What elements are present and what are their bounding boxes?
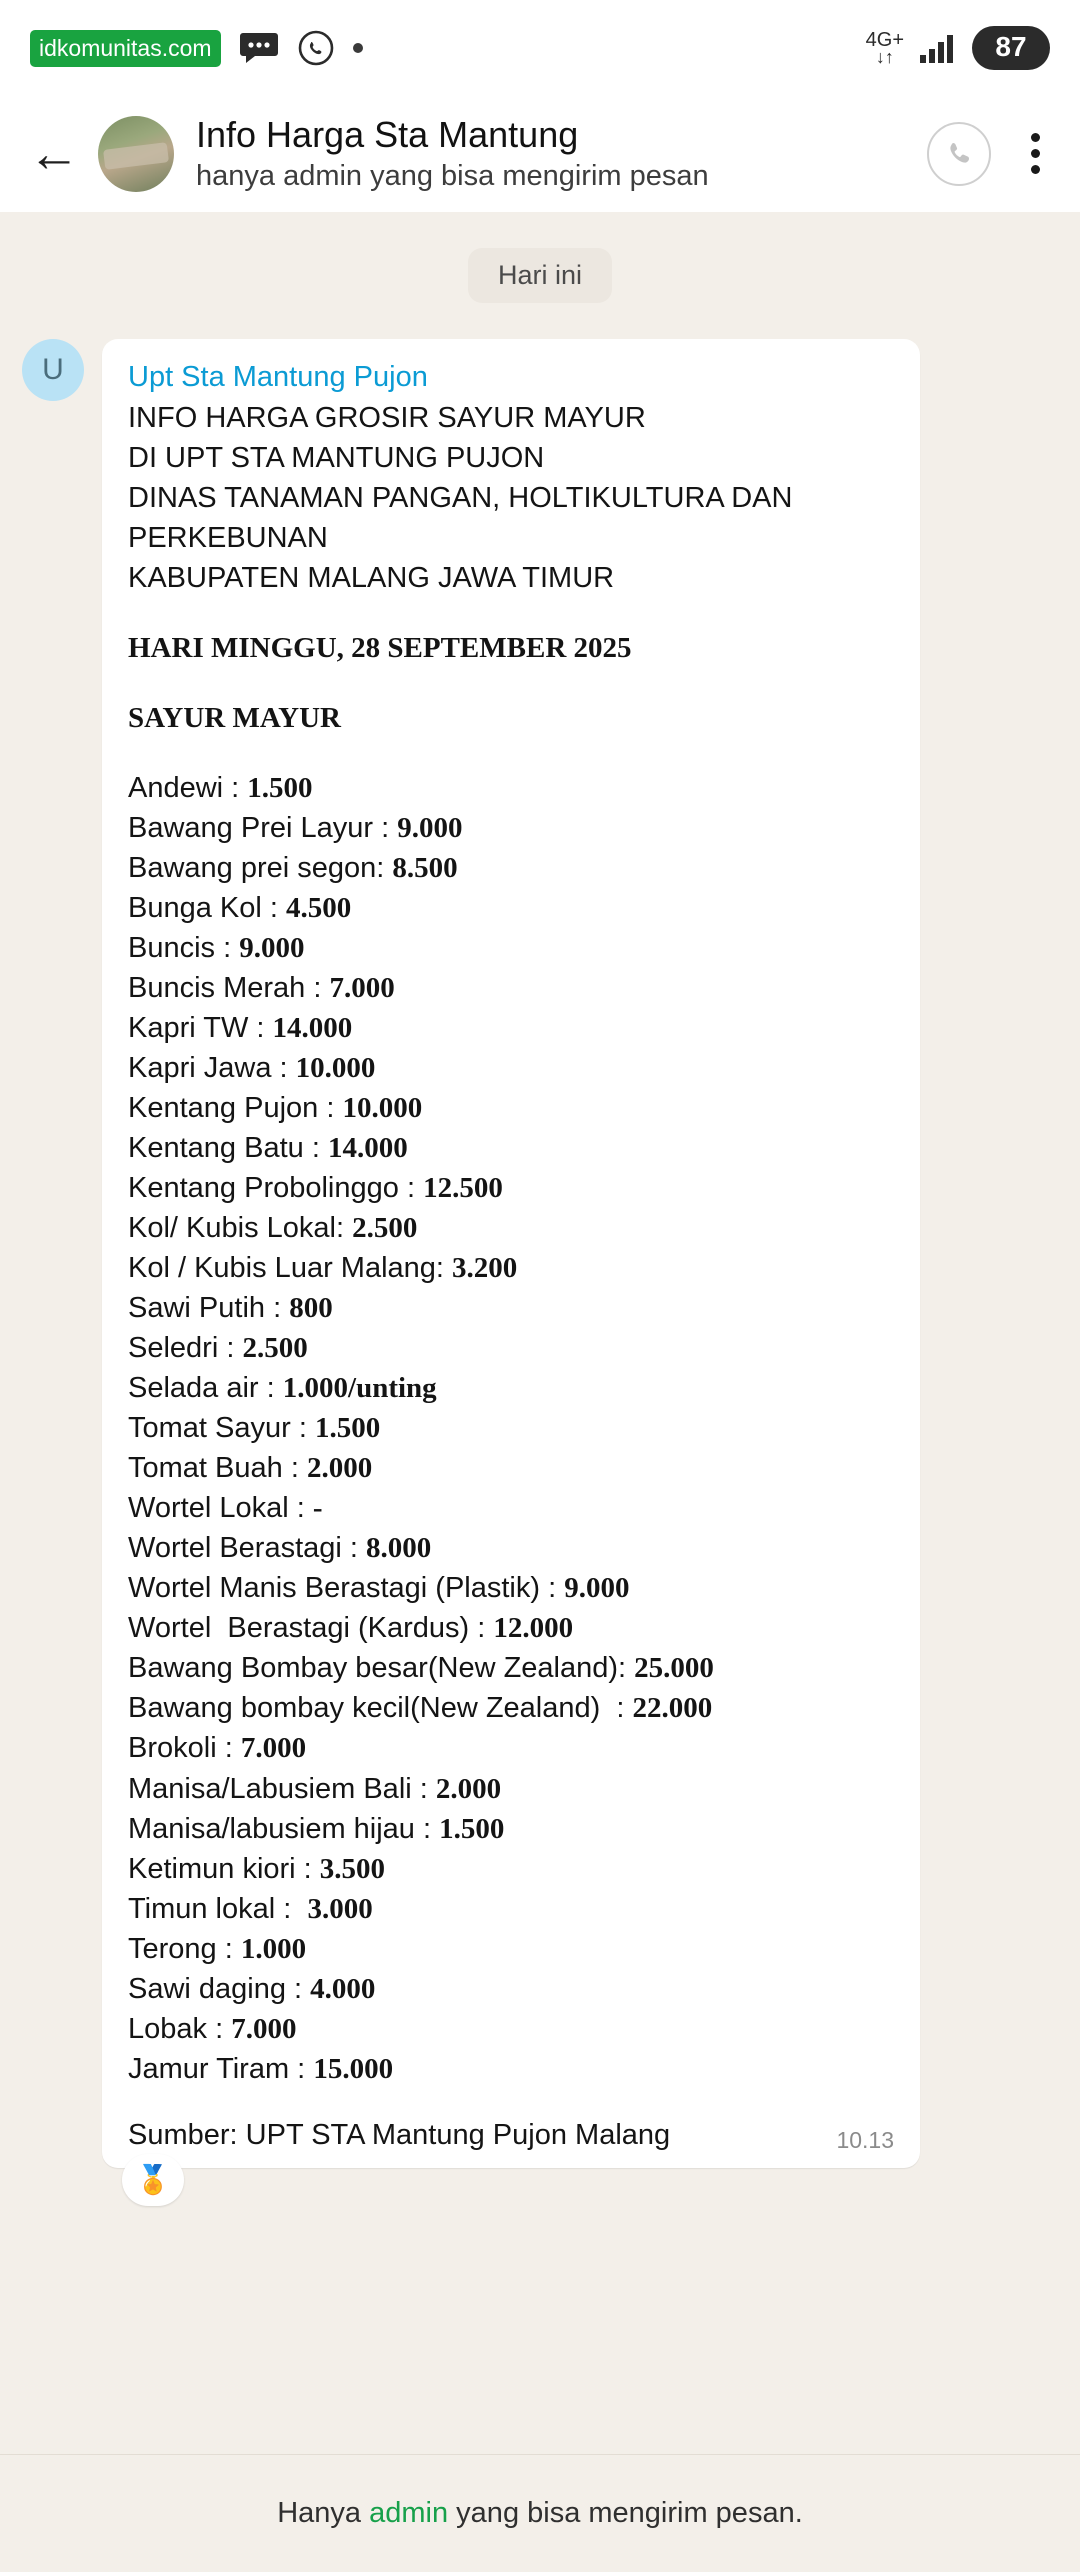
price-value: 800	[289, 1292, 333, 1325]
price-line	[128, 1769, 894, 1809]
price-label: Kol/ Kubis Lokal:	[128, 1212, 353, 1245]
price-value: 14.000	[327, 1132, 408, 1165]
price-value: 2.000	[306, 1452, 373, 1485]
price-label: Bunga Kol :	[128, 892, 286, 925]
message-bubble[interactable]	[102, 339, 920, 2168]
price-label: Wortel Berastagi (Kardus) :	[128, 1612, 494, 1645]
price-value: 22.000	[632, 1692, 713, 1725]
price-value: 8.000	[366, 1532, 432, 1565]
price-line	[128, 1448, 894, 1488]
price-value: 12.500	[423, 1172, 503, 1205]
footer-accent: admin	[369, 2497, 449, 2529]
price-line	[128, 1008, 894, 1048]
footer-suffix: yang bisa mengirim pesan.	[448, 2497, 803, 2529]
price-label: Andewi :	[128, 772, 248, 805]
price-label: Tomat Sayur :	[128, 1412, 315, 1445]
message-source: Sumber: UPT STA Mantung Pujon Malang	[128, 2118, 671, 2151]
message-header-line: INFO HARGA GROSIR SAYUR MAYUR	[128, 402, 646, 434]
price-value: 9.000	[239, 932, 305, 965]
overflow-menu-icon[interactable]	[1017, 133, 1054, 174]
price-line	[128, 2049, 894, 2089]
price-value: 1.000	[240, 1932, 307, 1965]
price-line	[128, 1488, 894, 1528]
price-value: 3.200	[452, 1252, 518, 1285]
price-line	[128, 1568, 894, 1608]
price-label: Brokoli :	[128, 1732, 241, 1765]
price-label: Wortel Lokal :	[128, 1492, 313, 1525]
spacer	[128, 668, 894, 698]
price-line	[128, 1088, 894, 1128]
price-label: Kol / Kubis Luar Malang:	[128, 1252, 453, 1285]
message-text	[128, 398, 894, 2089]
price-value: 3.000	[307, 1892, 373, 1925]
chat-subtitle: hanya admin yang bisa mengirim pesan	[196, 160, 709, 193]
price-value: 1.500	[439, 1812, 505, 1845]
price-line	[128, 1288, 894, 1328]
price-line	[128, 1168, 894, 1208]
spacer	[128, 598, 894, 628]
network-type-indicator	[866, 30, 904, 66]
price-value: 2.000	[435, 1772, 502, 1805]
price-value: 7.000	[240, 1732, 307, 1765]
price-value: 1.000/unting	[282, 1372, 437, 1405]
day-divider: Hari ini	[468, 248, 612, 303]
price-value: 7.000	[329, 972, 395, 1005]
price-label: Selada air :	[128, 1372, 283, 1405]
app-bar-actions	[927, 122, 1054, 186]
price-value: 10.000	[295, 1052, 376, 1085]
price-line	[128, 1889, 894, 1929]
price-label: Kentang Batu :	[128, 1132, 328, 1165]
status-bar-right	[866, 26, 1050, 70]
price-label: Manisa/labusiem hijau :	[128, 1812, 440, 1845]
price-value: 1.500	[247, 772, 313, 805]
price-value: 12.000	[493, 1612, 574, 1645]
sender-name: Upt Sta Mantung Pujon	[128, 361, 428, 393]
price-label: Ketimun kiori :	[128, 1852, 320, 1885]
price-line	[128, 1048, 894, 1088]
price-line	[128, 1648, 894, 1688]
price-line	[128, 928, 894, 968]
price-value: 2.500	[352, 1212, 418, 1245]
price-label: Kapri Jawa :	[128, 1052, 296, 1085]
price-value: 8.500	[392, 852, 458, 885]
day-divider-wrap	[22, 248, 1058, 303]
price-label: Terong :	[128, 1932, 241, 1965]
price-value: 9.000	[564, 1572, 630, 1605]
composer-disabled-notice	[0, 2454, 1080, 2572]
price-label: Seledri :	[128, 1332, 243, 1365]
price-line	[128, 768, 894, 808]
message-row	[22, 339, 1058, 2168]
whatsapp-icon	[297, 29, 335, 67]
signal-bars-icon	[918, 31, 958, 65]
avatar[interactable]	[98, 116, 174, 192]
message-date-line: HARI MINGGU, 28 SEPTEMBER 2025	[128, 632, 632, 665]
price-line	[128, 1969, 894, 2009]
price-label: Manisa/Labusiem Bali :	[128, 1772, 436, 1805]
price-line	[128, 1328, 894, 1368]
price-label: Buncis Merah :	[128, 972, 330, 1005]
message-timestamp: 10.13	[836, 2126, 894, 2153]
price-line	[128, 1128, 894, 1168]
price-value: 9.000	[397, 812, 463, 845]
status-bar-left	[30, 29, 363, 67]
price-line	[128, 1929, 894, 1969]
message-header-line: DINAS TANAMAN PANGAN, HOLTIKULTURA DAN PERKEBUNAN	[128, 482, 801, 555]
price-line	[128, 1688, 894, 1728]
price-line	[128, 1248, 894, 1288]
price-label: Wortel Berastagi :	[128, 1532, 367, 1565]
message-header-line: DI UPT STA MANTUNG PUJON	[128, 442, 545, 475]
price-value: 2.500	[242, 1332, 308, 1365]
price-line	[128, 2009, 894, 2049]
app-bar	[0, 96, 1080, 212]
price-label: Sawi daging :	[128, 1972, 311, 2005]
spacer	[128, 738, 894, 768]
price-line	[128, 1608, 894, 1648]
network-type-label: 4G+	[865, 29, 904, 51]
sender-avatar[interactable]: U	[22, 339, 84, 401]
price-line	[128, 1849, 894, 1889]
price-value: 14.000	[272, 1012, 353, 1045]
price-value: 3.500	[319, 1852, 386, 1885]
price-label: Kentang Probolinggo :	[128, 1172, 424, 1205]
price-label: Bawang Bombay besar(New Zealand):	[128, 1652, 635, 1685]
chat-bubble-icon	[239, 31, 279, 65]
price-label: Bawang prei segon:	[128, 852, 393, 885]
back-arrow-icon[interactable]: ←	[28, 124, 80, 183]
price-label: Bawang bombay kecil(New Zealand) :	[128, 1692, 633, 1725]
price-line	[128, 888, 894, 928]
price-line	[128, 1728, 894, 1768]
price-value: 25.000	[634, 1652, 714, 1685]
price-value: 7.000	[231, 2012, 297, 2045]
price-line	[128, 1408, 894, 1448]
site-watermark-badge: idkomunitas.com	[30, 30, 221, 67]
price-label: Kapri TW :	[128, 1012, 273, 1045]
price-line	[128, 968, 894, 1008]
message-section-title: SAYUR MAYUR	[128, 702, 341, 735]
price-label: Tomat Buah :	[128, 1452, 307, 1485]
price-value: 4.500	[286, 892, 352, 925]
price-value: -	[312, 1492, 323, 1525]
price-line	[128, 1208, 894, 1248]
dot-icon	[353, 43, 363, 53]
footer-prefix: Hanya	[277, 2497, 370, 2529]
footer-text	[277, 2497, 803, 2530]
data-arrows-icon: ↓↑	[875, 47, 894, 67]
price-value: 15.000	[313, 2052, 394, 2085]
price-label: Sawi Putih :	[128, 1292, 290, 1325]
page-title: Info Harga Sta Mantung	[196, 113, 579, 155]
price-label: Bawang Prei Layur :	[128, 812, 398, 845]
message-header-line: KABUPATEN MALANG JAWA TIMUR	[128, 562, 615, 595]
price-line	[128, 808, 894, 848]
price-value: 4.000	[310, 1972, 376, 2005]
battery-indicator: 87	[972, 26, 1050, 70]
price-line	[128, 1368, 894, 1408]
price-line	[128, 1528, 894, 1568]
price-value: 10.000	[342, 1092, 423, 1125]
price-label: Lobak :	[128, 2012, 232, 2045]
status-bar	[0, 0, 1080, 96]
price-label: Buncis :	[128, 932, 240, 965]
price-label: Timun lokal :	[128, 1892, 308, 1925]
price-label: Jamur Tiram :	[128, 2052, 314, 2085]
chat-body	[0, 212, 1080, 2454]
message-reaction[interactable]: 🏅	[122, 2154, 184, 2206]
price-line	[128, 848, 894, 888]
price-value: 1.500	[314, 1412, 381, 1445]
call-icon[interactable]	[927, 122, 991, 186]
chat-header-titles[interactable]	[196, 114, 709, 194]
price-label: Wortel Manis Berastagi (Plastik) :	[128, 1572, 565, 1605]
price-line	[128, 1809, 894, 1849]
price-label: Kentang Pujon :	[128, 1092, 343, 1125]
